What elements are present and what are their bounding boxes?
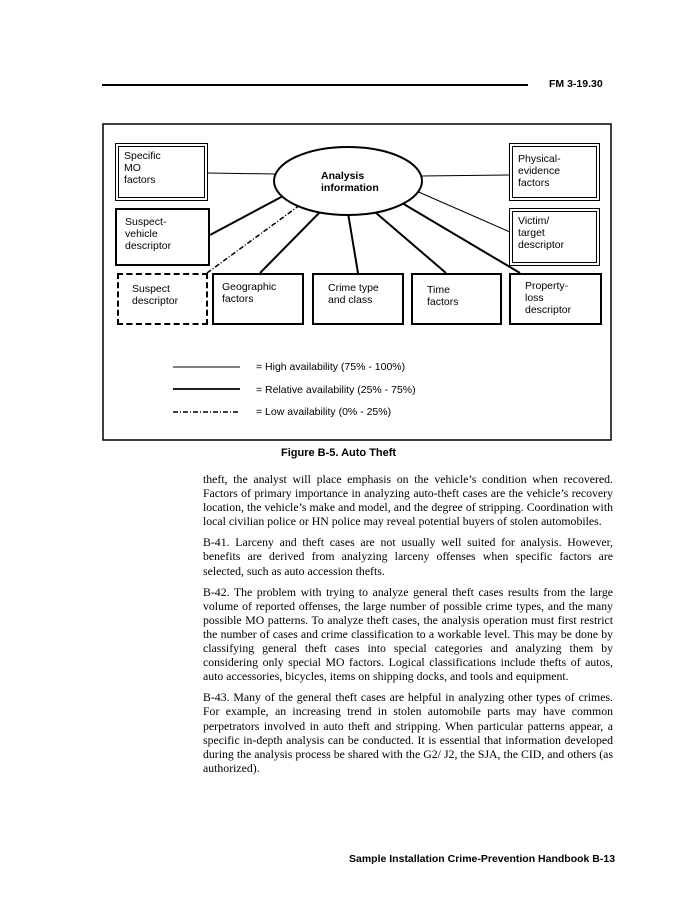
paragraph-b-43: B-43. Many of the general theft cases are helpful in analyzing other types of crimes. For example, an increasing trend in stolen automobile parts may have common perpetrators involved in auto theft and stripping. When particular patterns appear, a specific in-depth analysis can be conducted. It is essential that information developed during the analysis process be shared with the G2/ J2, the SJA, the CID, and others (as authorized). xyxy=(203,690,613,775)
legend-high-availability: = High availability (75% - 100%) xyxy=(256,361,406,373)
box-suspect-vehicle-descriptor: Suspect- vehicle descriptor xyxy=(115,208,210,266)
header-manual-code: FM 3-19.30 xyxy=(549,78,603,90)
box-crime-type-and-class: Crime type and class xyxy=(312,273,404,325)
figure-caption: Figure B-5. Auto Theft xyxy=(281,447,397,459)
connector-specific-mo xyxy=(208,173,275,174)
page-footer: Sample Installation Crime-Prevention Handbook B-13 xyxy=(349,853,616,865)
box-specific-mo-factors: Specific MO factors xyxy=(115,143,208,201)
connector-property-loss xyxy=(402,203,520,273)
box-geographic-factors: Geographic factors xyxy=(212,273,304,325)
paragraph-b-42: B-42. The problem with trying to analyze general theft cases results from the large volume of reported offenses, the large number of possible crime types, and the many possible MO patterns. To analyze theft cases, the analysis operation must first restrict the number of cases and crime classification to a workable level. This may be done by classifying general theft cases into special categories and analyzing them by considering only special MO factors. Logical classifications include thefts of autos, auto accessories, bicycles, items on shipping docks, and tools and equipment. xyxy=(203,584,613,684)
connector-suspect-vehicle xyxy=(210,195,285,235)
connector-crime-type xyxy=(348,213,358,273)
connector-time xyxy=(375,212,446,273)
box-suspect-descriptor: Suspect descriptor xyxy=(117,273,208,325)
legend-relative-availability: = Relative availability (25% - 75%) xyxy=(256,384,416,396)
connector-geographic xyxy=(260,210,322,273)
paragraph-b-41: B-41. Larceny and theft cases are not usually well suited for analysis. However, benefits are derived from analyzing larceny offenses when specific factors are selected, such as auto accession thefts. xyxy=(203,535,613,578)
connector-suspect xyxy=(207,205,300,273)
box-victim-target-descriptor: Victim/ target descriptor xyxy=(509,208,600,266)
paragraph-theft-continued: theft, the analyst will place emphasis on the vehicle’s condition when recovered. Factors of primary importance in analyzing auto-theft cases are the vehicle’s recovery location, the vehicle’s make and model, and the degree of stripping. Coordination with local civilian police or HN police may reveal potential buyers of stolen automobiles. xyxy=(203,472,613,529)
connector-physical-evidence xyxy=(421,175,510,176)
box-physical-evidence-factors: Physical- evidence factors xyxy=(509,143,600,201)
box-time-factors: Time factors xyxy=(411,273,502,325)
body-text xyxy=(203,472,613,782)
analysis-information-label: Analysis information xyxy=(321,170,379,194)
box-property-loss-descriptor: Property- loss descriptor xyxy=(509,273,602,325)
legend-low-availability: = Low availability (0% - 25%) xyxy=(256,406,392,418)
connector-victim-target xyxy=(414,190,510,232)
